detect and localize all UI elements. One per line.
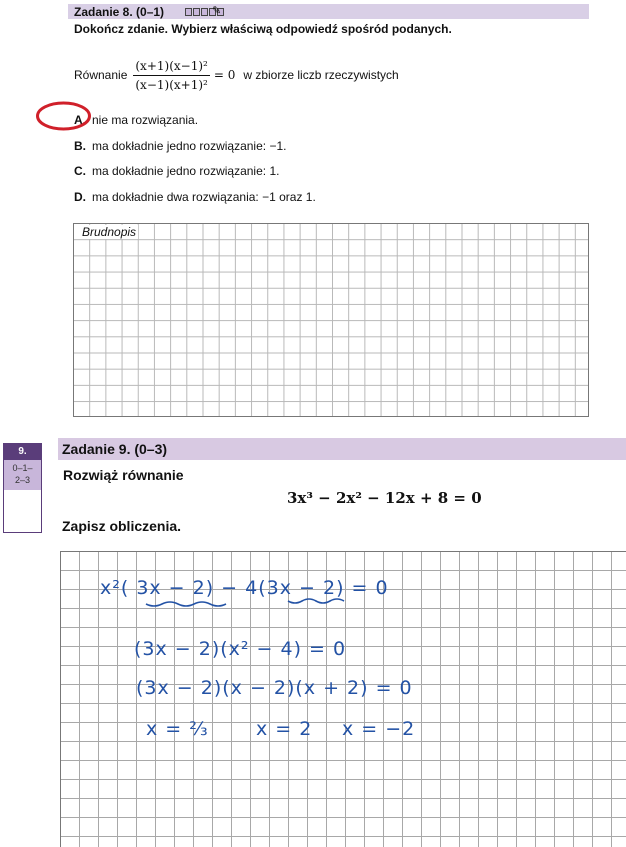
handwriting-solution-2: x = 2 bbox=[256, 718, 313, 740]
equation-fraction bbox=[133, 59, 209, 92]
equation-intro: Równanie bbox=[74, 68, 128, 82]
option-a[interactable] bbox=[74, 113, 198, 127]
option-letter: B. bbox=[74, 139, 86, 153]
option-d[interactable] bbox=[74, 190, 316, 204]
option-b[interactable] bbox=[74, 139, 286, 153]
task-9-equation: 3x³ − 2x² − 12x + 8 = 0 bbox=[287, 489, 482, 507]
score-scale: 0–1– 2–3 bbox=[4, 460, 41, 490]
task-8-header bbox=[68, 4, 589, 19]
task-9-header bbox=[58, 438, 626, 460]
option-letter: A. bbox=[74, 113, 86, 127]
fraction-numerator: (x+1)(x−1)² bbox=[133, 59, 209, 76]
option-c[interactable] bbox=[74, 164, 279, 178]
task-9-title: Zadanie 9. (0–3) bbox=[62, 441, 168, 457]
handwriting-line-2: (3x − 2)(x² − 4) = 0 bbox=[134, 638, 347, 660]
score-sidebox bbox=[3, 443, 42, 533]
handwriting-line-3: (3x − 2)(x − 2)(x + 2) = 0 bbox=[136, 677, 413, 699]
option-text: ma dokładnie jedno rozwiązanie: −1. bbox=[92, 139, 287, 153]
equals-zero: = 0 bbox=[213, 68, 236, 82]
scratch-label: Brudnopis bbox=[82, 225, 137, 239]
task-8-title: Zadanie 8. (0–1) bbox=[74, 5, 165, 19]
handwriting-solution-3: x = −2 bbox=[342, 718, 416, 740]
task-9-instruction-2: Zapisz obliczenia. bbox=[62, 518, 182, 534]
option-text: ma dokładnie dwa rozwiązania: −1 oraz 1. bbox=[92, 190, 316, 204]
option-letter: C. bbox=[74, 164, 86, 178]
scratch-area[interactable] bbox=[73, 223, 589, 417]
option-letter: D. bbox=[74, 190, 86, 204]
task-8-equation bbox=[74, 56, 399, 94]
handwriting-solution-1: x = ⅔ bbox=[146, 718, 209, 740]
task-9-instruction: Rozwiąż równanie bbox=[63, 467, 184, 483]
option-text: nie ma rozwiązania. bbox=[92, 113, 199, 127]
fraction-denominator: (x−1)(x+1)² bbox=[135, 77, 208, 92]
equation-context: w zbiorze liczb rzeczywistych bbox=[243, 68, 399, 82]
option-text: ma dokładnie jedno rozwiązanie: 1. bbox=[92, 164, 280, 178]
handwriting-line-1: x²( 3x − 2) − 4(3x − 2) = 0 bbox=[100, 577, 389, 599]
task-number: 9. bbox=[4, 444, 41, 460]
task-8-instruction: Dokończ zdanie. Wybierz właściwą odpowiedź spośród podanych. bbox=[74, 22, 452, 36]
pencil-icon: ✎ bbox=[212, 5, 222, 17]
